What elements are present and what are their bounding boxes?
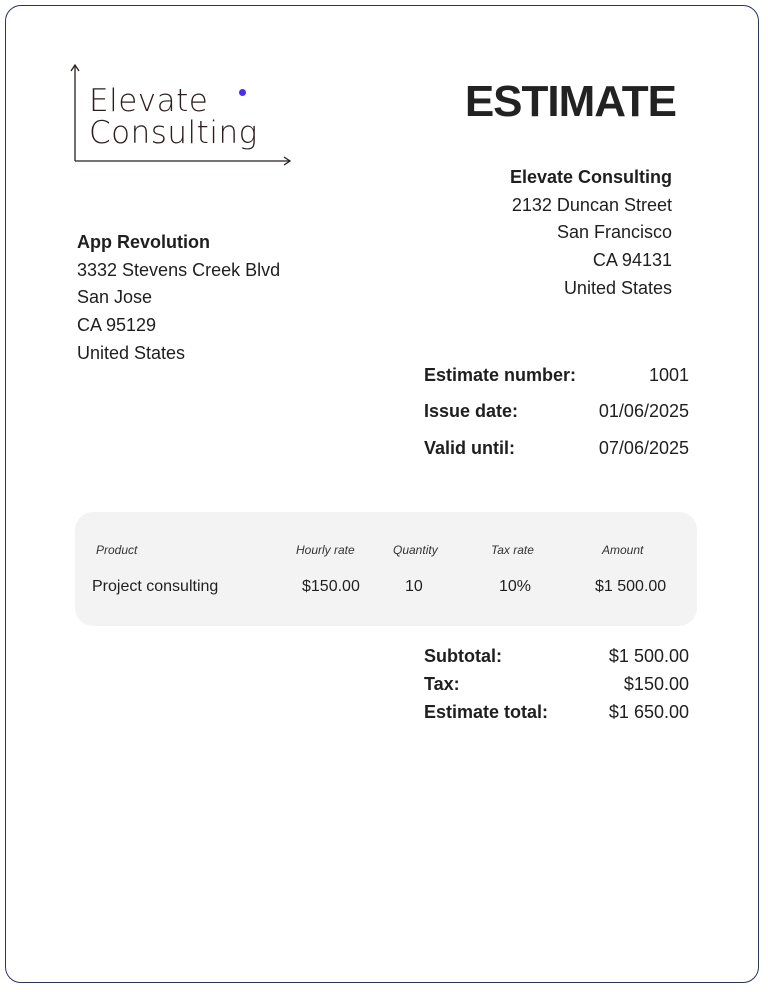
estimate-meta — [424, 357, 689, 467]
row-quantity: 10 — [405, 578, 423, 595]
sender-name: Elevate Consulting — [509, 167, 672, 187]
document-title: ESTIMATE — [464, 77, 676, 126]
subtotal-value: $1 500.00 — [608, 645, 689, 666]
col-header-quantity: Quantity — [393, 543, 438, 557]
meta-row-number — [424, 357, 689, 394]
col-header-tax-rate: Tax rate — [491, 543, 534, 557]
sender-country: United States — [563, 277, 672, 298]
estimate-total-row — [424, 698, 689, 726]
col-header-hourly-rate: Hourly rate — [296, 543, 355, 557]
recipient-address — [77, 229, 280, 368]
estimate-number-label: Estimate number: — [424, 364, 577, 385]
row-hourly-rate: $150.00 — [302, 578, 360, 595]
recipient-street: 3332 Stevens Creek Blvd — [77, 259, 281, 280]
tax-row — [424, 670, 689, 698]
sender-street: 2132 Duncan Street — [511, 194, 672, 215]
row-product: Project consulting — [92, 578, 219, 595]
row-amount: $1 500.00 — [595, 578, 667, 595]
col-header-amount: Amount — [602, 543, 644, 557]
valid-until-label: Valid until: — [424, 437, 516, 458]
logo-accent-dot — [239, 89, 246, 96]
issue-date-label: Issue date: — [424, 401, 519, 422]
estimate-number-value: 1001 — [648, 364, 689, 385]
subtotal-label: Subtotal: — [424, 645, 502, 666]
col-header-product: Product — [96, 543, 138, 557]
tax-value: $150.00 — [623, 673, 689, 694]
sender-state-zip: CA 94131 — [592, 250, 672, 271]
issue-date-value: 01/06/2025 — [598, 401, 689, 422]
company-logo — [69, 62, 295, 168]
recipient-name: App Revolution — [77, 232, 210, 252]
meta-row-issue — [424, 394, 689, 431]
meta-row-valid — [424, 430, 689, 467]
totals-section — [424, 642, 689, 726]
sender-address — [510, 164, 672, 303]
logo-text-line1: Elevate — [89, 83, 209, 119]
logo-text-line2: Consulting — [89, 115, 258, 151]
estimate-document — [5, 5, 759, 983]
estimate-total-label: Estimate total: — [424, 701, 549, 722]
estimate-total-value: $1 650.00 — [608, 701, 689, 722]
recipient-city: San Jose — [77, 287, 153, 308]
line-items-table — [75, 512, 697, 626]
recipient-country: United States — [77, 342, 186, 363]
tax-label: Tax: — [424, 673, 460, 694]
subtotal-row — [424, 642, 689, 670]
recipient-state-zip: CA 95129 — [77, 315, 157, 336]
sender-city: San Francisco — [556, 222, 672, 243]
valid-until-value: 07/06/2025 — [598, 437, 689, 458]
row-tax-rate: 10% — [499, 578, 532, 595]
